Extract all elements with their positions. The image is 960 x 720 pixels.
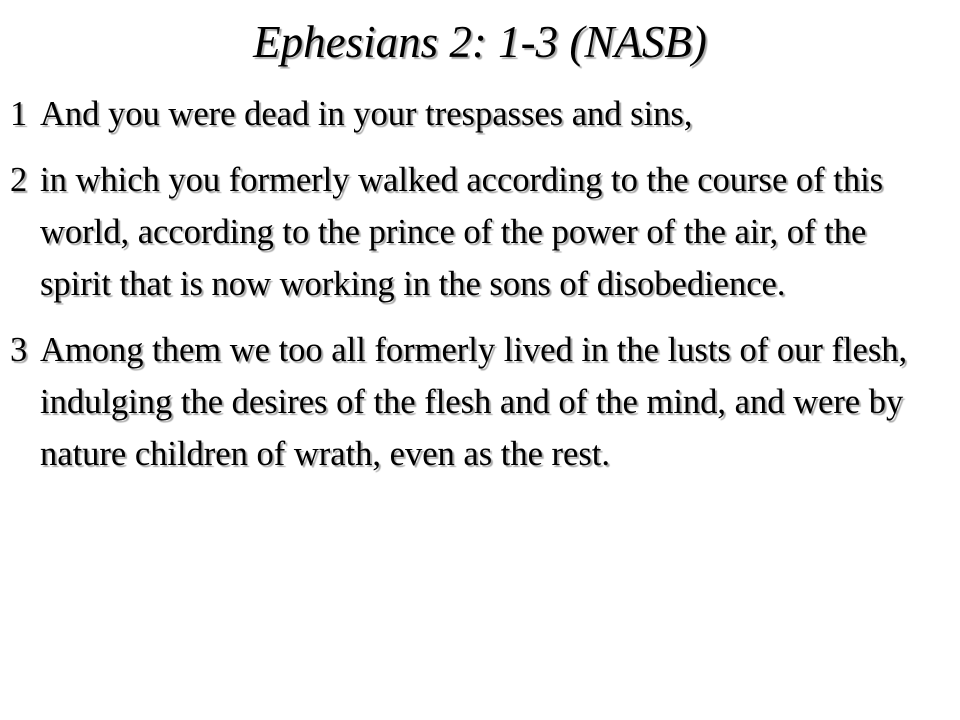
- verse-text: And you were dead in your trespasses and sins,: [40, 95, 693, 133]
- verse-list: [10, 88, 940, 494]
- verse-2: [10, 154, 940, 310]
- slide-title: Ephesians 2: 1-3 (NASB): [253, 17, 707, 67]
- verse-text: in which you formerly walked according to the course of this world, according to the prince of the power of the air, of the spirit that is now working in the sons of disobedience.: [40, 161, 884, 303]
- verse-number: 1: [10, 95, 28, 133]
- verse-text: Among them we too all formerly lived in the lusts of our flesh, indulging the desires of the flesh and of the mind, and were by nature children of wrath, even as the rest.: [40, 331, 908, 473]
- verse-number: 2: [10, 161, 28, 199]
- verse-1: [10, 88, 940, 140]
- verse-number: 3: [10, 331, 28, 369]
- verse-3: [10, 324, 940, 480]
